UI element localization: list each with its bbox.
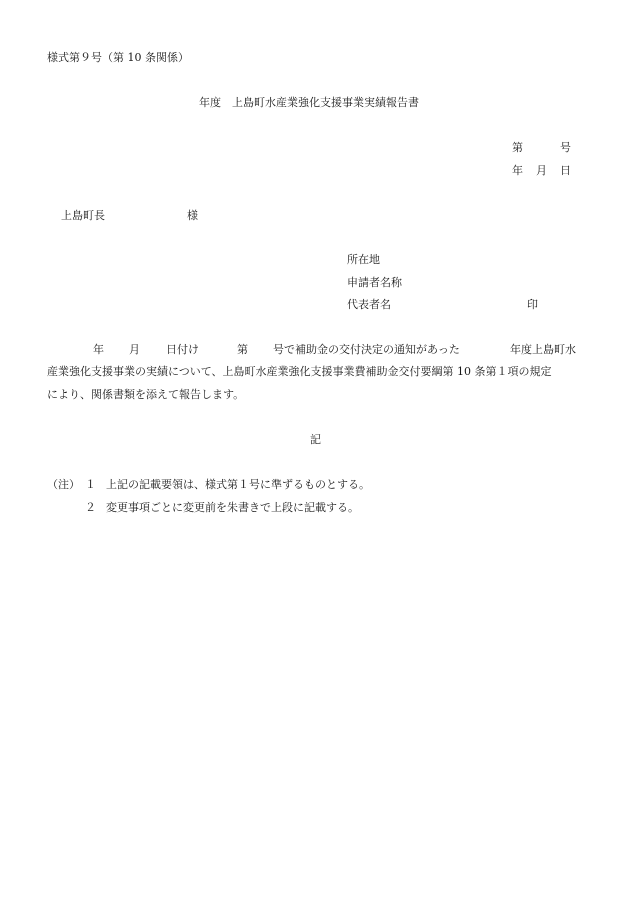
body-month: 月: [129, 343, 140, 356]
body-rest: 号で補助金の交付決定の通知があった: [273, 343, 460, 356]
note-text: 変更事項ごとに変更前を朱書きで上段に記載する。: [106, 501, 359, 514]
body-year: 年: [93, 343, 104, 356]
note-text: 上記の記載要領は、様式第１号に準ずるものとする。: [106, 478, 370, 491]
applicant-rep-label: 代表者名: [347, 298, 391, 311]
note-number: １: [85, 478, 96, 491]
body-line-2: 産業強化支援事業の実績について、上島町水産業強化支援事業費補助金交付要綱第 10 条第１項の規定: [47, 365, 552, 378]
doc-number-dai: 第: [512, 141, 523, 154]
ki-heading: 記: [310, 433, 321, 446]
date-year: 年: [512, 164, 523, 177]
document-title: 年度 上島町水産業強化支援事業実績報告書: [199, 96, 419, 109]
note-number: ２: [85, 501, 96, 514]
body-end: 年度上島町水: [510, 343, 576, 356]
addressee-name: 上島町長: [61, 209, 105, 222]
form-label: 様式第９号（第 10 条関係）: [47, 51, 189, 64]
applicant-name-label: 申請者名称: [347, 276, 402, 289]
note-prefix: （注）: [47, 478, 80, 491]
date-day: 日: [560, 164, 571, 177]
addressee-honorific: 様: [187, 209, 198, 222]
body-dai: 第: [237, 343, 248, 356]
doc-number-go: 号: [560, 141, 571, 154]
applicant-address-label: 所在地: [347, 253, 380, 266]
seal-label: 印: [527, 298, 538, 311]
date-month: 月: [536, 164, 547, 177]
body-line-3: により、関係書類を添えて報告します。: [47, 388, 245, 401]
body-dated: 日付け: [166, 343, 199, 356]
